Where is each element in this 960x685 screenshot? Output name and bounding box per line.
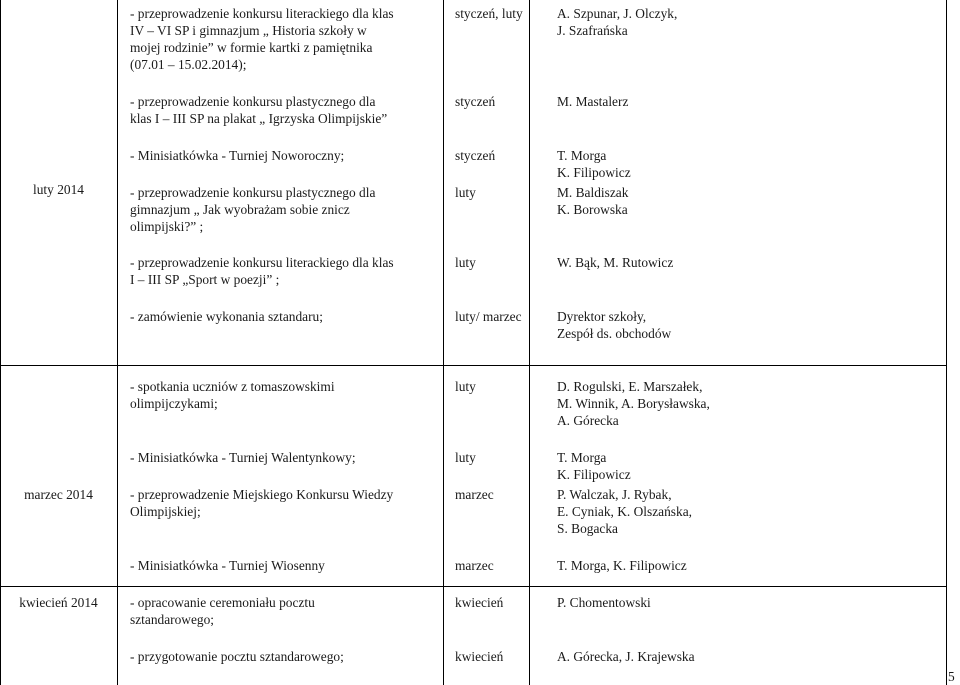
responsible-text: W. Bąk, M. Rutowicz bbox=[557, 255, 674, 270]
activity-text: - spotkania uczniów z tomaszowskimi olimpijczykami; bbox=[130, 379, 335, 411]
activity-text: - przygotowanie pocztu sztandarowego; bbox=[130, 649, 344, 664]
responsible-text: A. Górecka, J. Krajewska bbox=[557, 649, 695, 664]
date-text: luty bbox=[455, 379, 476, 394]
date-text: luty/ marzec bbox=[455, 309, 522, 324]
table-border-left bbox=[0, 0, 1, 685]
month-cell: marzec 2014 bbox=[24, 487, 93, 502]
responsible-text: M. Baldiszak K. Borowska bbox=[557, 185, 629, 217]
activity-text: - przeprowadzenie konkursu plastycznego dla klas I – III SP na plakat „ Igrzyska Olimpijskie” bbox=[130, 94, 388, 126]
activity-text: - przeprowadzenie konkursu literackiego dla klas IV – VI SP i gimnazjum „ Historia szkoły w mojej rodzinie” w formie kartki z pamiętnika (07.01 – 15.02.2014); bbox=[130, 6, 394, 72]
page-number: 5 bbox=[948, 669, 955, 684]
responsible-text: M. Mastalerz bbox=[557, 94, 629, 109]
table-border-col1 bbox=[117, 0, 118, 685]
date-text: luty bbox=[455, 450, 476, 465]
responsible-text: A. Szpunar, J. Olczyk, J. Szafrańska bbox=[557, 6, 678, 38]
month-cell: kwiecień 2014 bbox=[19, 595, 98, 610]
activity-text: - przeprowadzenie Miejskiego Konkursu Wiedzy Olimpijskiej; bbox=[130, 487, 394, 519]
group-separator bbox=[0, 586, 947, 587]
responsible-text: T. Morga K. Filipowicz bbox=[557, 450, 631, 482]
group-separator bbox=[0, 365, 947, 366]
date-text: styczeń bbox=[455, 148, 496, 163]
activity-text: - opracowanie ceremoniału pocztu sztandarowego; bbox=[130, 595, 315, 627]
date-text: luty bbox=[455, 255, 476, 270]
date-text: styczeń bbox=[455, 94, 496, 109]
date-text: styczeń, luty bbox=[455, 6, 523, 21]
date-text: kwiecień bbox=[455, 649, 504, 664]
date-text: luty bbox=[455, 185, 476, 200]
responsible-text: P. Walczak, J. Rybak, E. Cyniak, K. Olszańska, S. Bogacka bbox=[557, 487, 692, 536]
responsible-text: T. Morga K. Filipowicz bbox=[557, 148, 631, 180]
responsible-text: D. Rogulski, E. Marszałek, M. Winnik, A. Borysławska, A. Górecka bbox=[557, 379, 710, 428]
activity-text: - Minisiatkówka - Turniej Noworoczny; bbox=[130, 148, 345, 163]
date-text: marzec bbox=[455, 487, 494, 502]
responsible-text: T. Morga, K. Filipowicz bbox=[557, 558, 687, 573]
activity-text: - Minisiatkówka - Turniej Wiosenny bbox=[130, 558, 325, 573]
activity-text: - przeprowadzenie konkursu plastycznego dla gimnazjum „ Jak wyobrażam sobie znicz olimpijski?” ; bbox=[130, 185, 376, 234]
table-border-col3 bbox=[529, 0, 530, 685]
date-text: kwiecień bbox=[455, 595, 504, 610]
responsible-text: Dyrektor szkoły, Zespół ds. obchodów bbox=[557, 309, 672, 341]
activity-text: - Minisiatkówka - Turniej Walentynkowy; bbox=[130, 450, 356, 465]
date-text: marzec bbox=[455, 558, 494, 573]
activity-text: - zamówienie wykonania sztandaru; bbox=[130, 309, 323, 324]
table-border-col4 bbox=[946, 0, 947, 685]
responsible-text: P. Chomentowski bbox=[557, 595, 651, 610]
table-border-col2 bbox=[443, 0, 444, 685]
month-cell: luty 2014 bbox=[33, 182, 84, 197]
activity-text: - przeprowadzenie konkursu literackiego dla klas I – III SP „Sport w poezji” ; bbox=[130, 255, 394, 287]
